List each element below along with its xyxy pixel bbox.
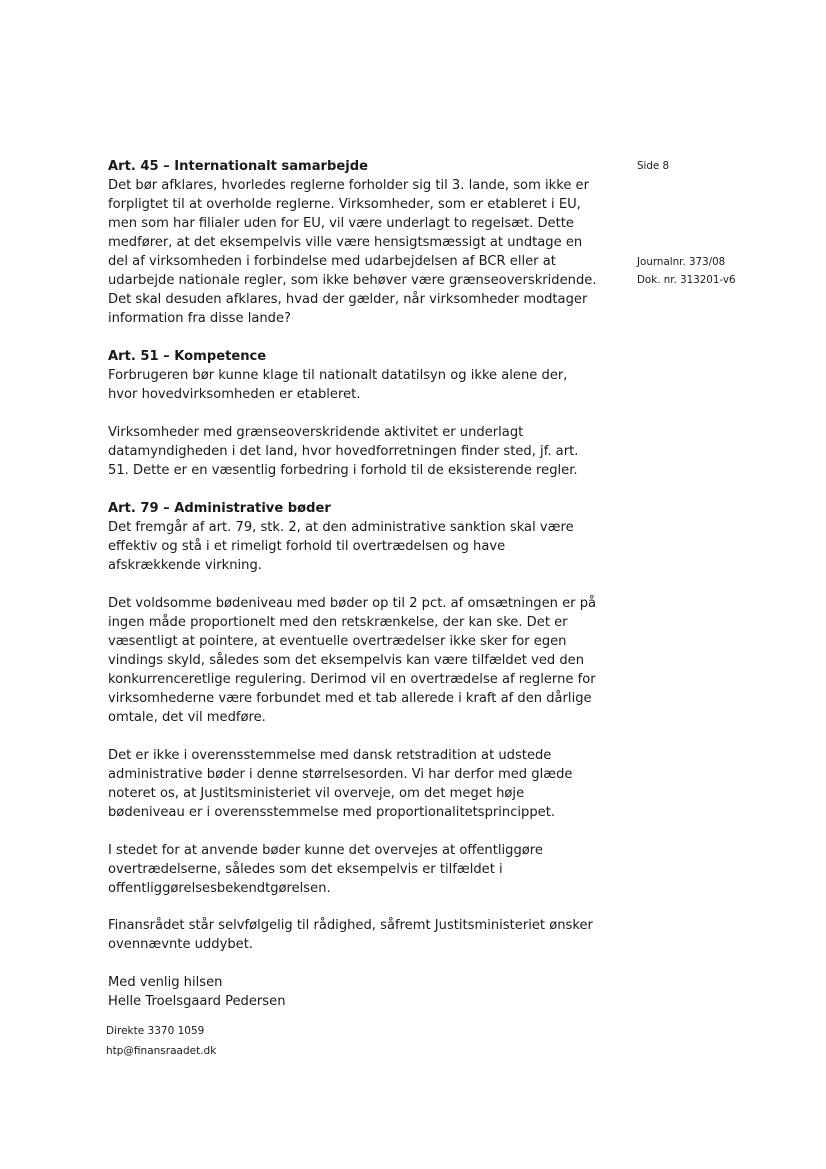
letter-body bbox=[108, 157, 600, 1011]
section-art-45 bbox=[108, 157, 600, 328]
section-paragraph: Det fremgår af art. 79, stk. 2, at den administrative sanktion skal være effektiv og stå i et rimeligt forhold til overtrædelsen og have afskrækkende virkning. bbox=[108, 520, 574, 573]
section-paragraph: Forbrugeren bør kunne klage til nationalt datatilsyn og ikke alene der, hvor hovedvirksomheden er etableret. bbox=[108, 368, 568, 402]
section-paragraph: I stedet for at anvende bøder kunne det overvejes at offentliggøre overtrædelserne, således som det eksempelvis er tilfældet i offentliggørelsesbekendtgørelsen. bbox=[108, 843, 543, 896]
section-paragraph: Virksomheder med grænseoverskridende aktivitet er underlagt datamyndigheden i det land, hvor hovedforretningen finder sted, jf. art. 51. Dette er en væsentlig forbedring i forhold til de eksisterende regler. bbox=[108, 425, 579, 478]
signoff bbox=[108, 973, 600, 1011]
document-number: Dok. nr. 313201-v6 bbox=[637, 274, 736, 286]
section-paragraph: Det er ikke i overensstemmelse med dansk retstradition at udstede administrative bøder i denne størrelsesorden. Vi har derfor med glæde noteret os, at Justitsministeriet vil overveje, om det meget høje bødeniveau er i overensstemmelse med proportionalitetsprincippet. bbox=[108, 748, 573, 820]
email-address: htp@finansraadet.dk bbox=[106, 1045, 217, 1057]
contact-info bbox=[106, 1021, 216, 1061]
page-number: Side 8 bbox=[637, 160, 670, 172]
section-heading: Art. 79 – Administrative bøder bbox=[108, 501, 331, 516]
section-heading: Art. 51 – Kompetence bbox=[108, 349, 267, 364]
section-paragraph: Det bør afklares, hvorledes reglerne forholder sig til 3. lande, som ikke er forpligtet til at overholde reglerne. Virksomheder, som er etableret i EU, men som har filialer uden for EU, vil være underlagt to regelsæt. Dette medfører, at det eksempelvis ville være hensigtsmæssigt at undtage en del af virksomheden i forbindelse med udarbejdelsen af BCR eller at udarbejde nationale regler, som ikke behøver være grænseoverskridende. Det skal desuden afklares, hvad der gælder, når virksomheder modtager information fra disse lande? bbox=[108, 178, 597, 326]
section-paragraph: Det voldsomme bødeniveau med bøder op til 2 pct. af omsætningen er på ingen måde proportionelt med den retskrænkelse, der kan ske. Det er væsentligt at pointere, at eventuelle overtrædelser ikke sker for egen vindings skyld, således som det eksempelvis kan være tilfældet ved den konkurrenceretlige regulering. Derimod vil en overtrædelse af reglerne for virksomhederne være forbundet med et tab allerede i kraft af den dårlige omtale, det vil medføre. bbox=[108, 596, 597, 725]
section-art-51 bbox=[108, 347, 600, 480]
section-art-79 bbox=[108, 499, 600, 898]
section-heading: Art. 45 – Internationalt samarbejde bbox=[108, 159, 368, 174]
phone-number: Direkte 3370 1059 bbox=[106, 1025, 205, 1037]
document-meta-sidebar bbox=[637, 157, 736, 289]
signer-name: Helle Troelsgaard Pedersen bbox=[108, 994, 286, 1009]
journal-number: Journalnr. 373/08 bbox=[637, 256, 726, 268]
closing-note: Finansrådet står selvfølgelig til rådighed, såfremt Justitsministeriet ønsker ovennævnte uddybet. bbox=[108, 918, 593, 952]
greeting: Med venlig hilsen bbox=[108, 975, 223, 990]
